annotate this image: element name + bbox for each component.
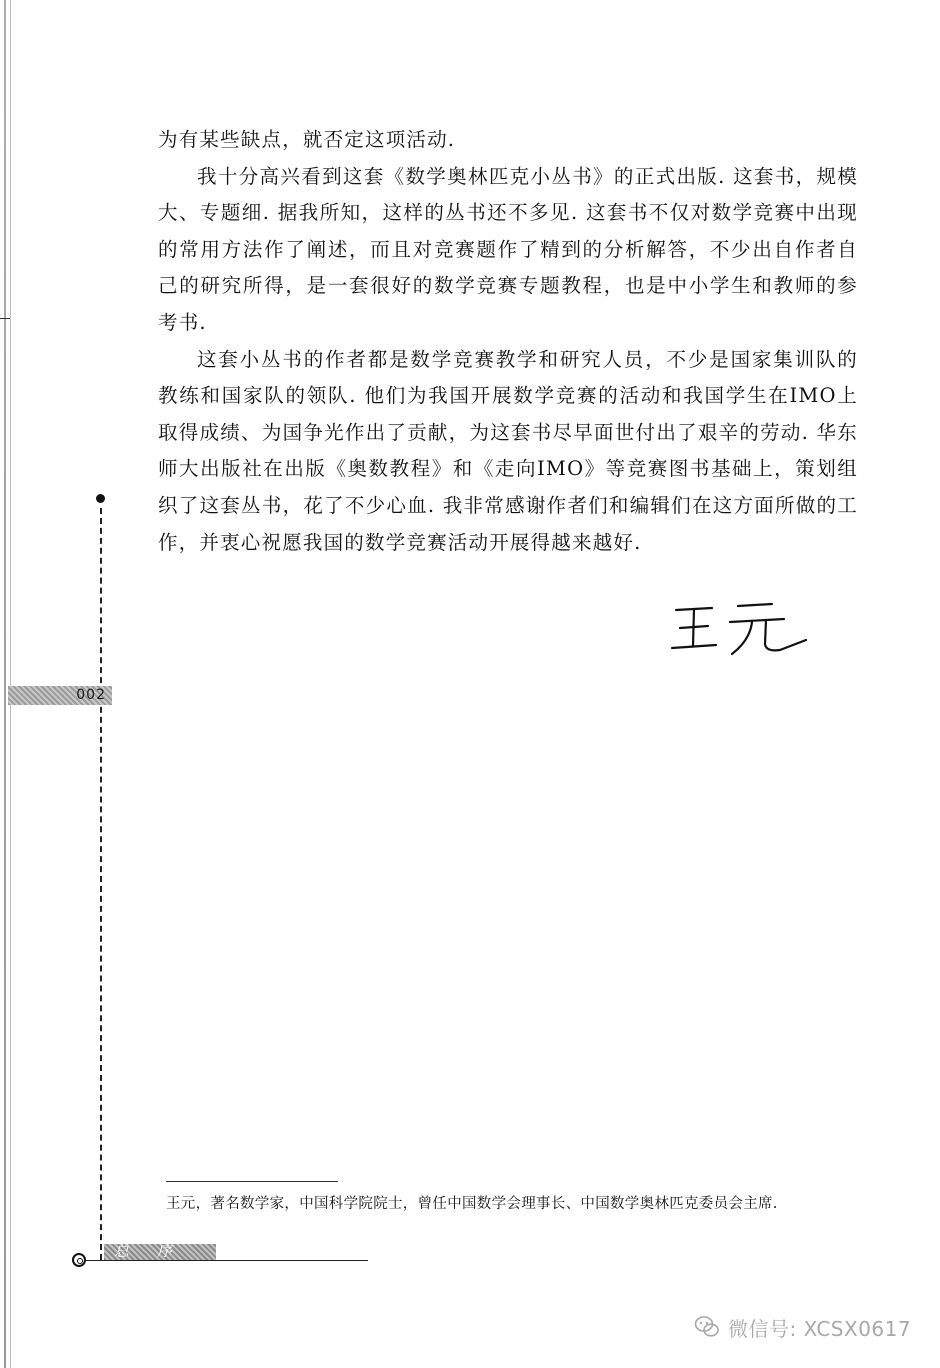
page-edge-inner-line bbox=[10, 0, 11, 1368]
page-edge-line bbox=[4, 0, 6, 1368]
author-signature bbox=[668, 598, 818, 660]
watermark bbox=[694, 1310, 911, 1344]
body-paragraph-2: 这套小丛书的作者都是数学竞赛教学和研究人员，不少是国家集训队的教练和国家队的领队. 他们为我国开展数学竞赛的活动和我国学生在IMO上取得成绩、为国争光作出了贡献，为这套书尽早面世付出了艰辛的劳动. 华东师大出版社在出版《奥数教程》和《走向IMO》等竞赛图书基础上，策划组织了这套丛书，花了不少心血. 我非常感谢作者们和编辑们在这方面所做的工作，并衷心祝愿我国的数学竞赛活动开展得越来越好. bbox=[158, 347, 858, 554]
watermark-text: 微信号: XCSX0617 bbox=[728, 1316, 912, 1341]
wechat-icon bbox=[694, 1314, 720, 1340]
footnote: 王元，著名数学家，中国科学院院士，曾任中国数学会理事长、中国数学奥林匹克委员会主席. bbox=[166, 1196, 778, 1212]
footnote-rule bbox=[166, 1181, 338, 1182]
body-paragraph-1: 我十分高兴看到这套《数学奥林匹克小丛书》的正式出版. 这套书，规模大、专题细. 据我所知，这样的丛书还不多见. 这套书不仅对数学竞赛中出现的常用方法作了阐述，而且对竞赛题作了精到的分析解答，不少出自作者自己的研究所得，是一套很好的数学竞赛专题教程，也是中小学生和教师的参考书. bbox=[158, 164, 858, 334]
body-text bbox=[158, 122, 858, 561]
margin-dashed-line bbox=[100, 508, 102, 1260]
body-line-continuation: 为有某些缺点，就否定这项活动. bbox=[158, 128, 456, 151]
section-label: 总序 bbox=[114, 1242, 201, 1260]
footer-rule bbox=[86, 1260, 368, 1261]
footer-circle-mark bbox=[72, 1253, 86, 1267]
margin-dot bbox=[96, 494, 105, 503]
margin-tick bbox=[0, 318, 10, 319]
page-number-tab bbox=[8, 686, 112, 705]
section-tab bbox=[104, 1244, 216, 1260]
page-number: 002 bbox=[76, 687, 106, 703]
